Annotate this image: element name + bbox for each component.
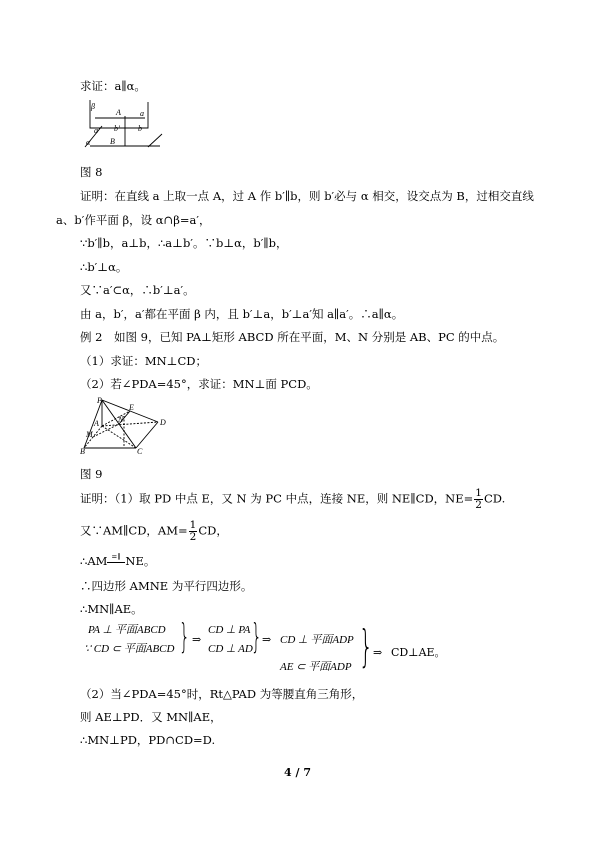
edge-CD <box>136 422 158 448</box>
label-B: B <box>110 137 115 146</box>
proof-text: 又∵AM∥CD，AM= <box>80 523 188 538</box>
frac-numerator: 1 <box>475 487 482 499</box>
label-B: B <box>80 447 85 456</box>
label-bprime: b' <box>114 124 120 133</box>
proof-line: ∴四边形 AMNE 为平行四边形。 <box>80 579 253 593</box>
label-D: D <box>160 418 166 427</box>
label-C: C <box>137 447 143 456</box>
proof-line-3 <box>80 553 155 569</box>
proof-text: NE。 <box>125 554 156 568</box>
label-P: P <box>97 396 102 405</box>
overset-mark: =∥ <box>111 553 121 561</box>
frac-numerator: 1 <box>189 519 197 531</box>
step-1: CD ⊥ PA <box>208 624 251 636</box>
label-M: M <box>86 430 93 439</box>
example-2-statement: 例 2 如图 9，已知 PA⊥矩形 ABCD 所在平面，M、N 分别是 AB、PC 的中点。 <box>80 330 505 344</box>
proof-text: ∴AM <box>80 554 108 568</box>
right-brace: } <box>179 617 190 657</box>
figure-8 <box>80 98 165 150</box>
proof-line: ∴MN∥AE。 <box>80 602 143 616</box>
step-3: CD ⊥ 平面ADP <box>280 634 354 646</box>
fraction-half <box>189 520 198 543</box>
step-4: AE ⊂ 平面ADP <box>280 661 352 673</box>
right-brace: } <box>251 617 262 657</box>
proof-line: ∵b′∥b，a⊥b，∴a⊥b′。∵b⊥α，b′∥b， <box>80 236 288 250</box>
edge-AD <box>102 422 158 426</box>
parallel-equal-symbol <box>107 553 125 568</box>
proof-text: CD， <box>198 523 228 538</box>
implies-arrow: ⇒ <box>373 646 383 659</box>
page-number: 4 / 7 <box>284 766 311 779</box>
proof-line: ∴b′⊥α。 <box>80 260 128 274</box>
proof-line-1 <box>80 488 505 511</box>
conclusion: CD⊥AE。 <box>391 646 446 659</box>
proof-line: 由 a，b′，a′都在平面 β 内，且 b′⊥a，b′⊥a′知 a∥a′。∴a∥α。 <box>80 307 404 321</box>
question-2: （2）若∠PDA=45°，求证：MN⊥面 PCD。 <box>80 377 318 391</box>
figure-9-caption: 图 9 <box>80 467 103 481</box>
implies-arrow: ⇒ <box>192 633 202 646</box>
proof-line: 证明：在直线 a 上取一点 A，过 A 作 b′∥b，则 b′必与 α 相交，设交点为 B，过相交直线 <box>80 189 534 203</box>
proof-line: ∴MN⊥PD，PD∩CD=D. <box>80 733 216 747</box>
fraction-half <box>474 488 483 511</box>
step-2: CD ⊥ AD <box>208 643 253 655</box>
figure-9 <box>80 396 180 458</box>
label-a: a <box>140 109 144 118</box>
label-aprime: a' <box>94 126 100 135</box>
implies-arrow: ⇒ <box>262 633 272 646</box>
plane-alpha-right <box>148 134 162 147</box>
edge-PB <box>84 400 102 448</box>
frac-denominator: 2 <box>475 499 482 511</box>
segment-AC <box>102 426 136 448</box>
label-N: N <box>118 415 124 424</box>
label-A: A <box>94 419 99 428</box>
frac-denominator: 2 <box>189 531 197 543</box>
overset-line <box>107 562 125 563</box>
proof-text: 证明：（1）取 PD 中点 E，又 N 为 PC 中点，连接 NE，则 NE∥CD，NE= <box>80 491 474 506</box>
proof-line: 又∵a′⊂α，∴b′⊥a′。 <box>80 283 195 297</box>
label-beta: β <box>91 102 95 111</box>
label-b: b <box>138 124 142 133</box>
proof-line: a、b′作平面 β，设 α∩β=a′， <box>56 213 211 227</box>
proof-line: （2）当∠PDA=45°时，Rt△PAD 为等腰直角三角形， <box>80 687 364 701</box>
premise-2: ∵ CD ⊂ 平面ABCD <box>84 643 175 655</box>
segment-AE <box>102 411 130 426</box>
implication-block <box>84 617 504 676</box>
proof-line-2 <box>80 520 228 543</box>
label-A: A <box>116 108 121 117</box>
proof-text: CD. <box>483 491 506 506</box>
label-E: E <box>129 403 134 412</box>
label-alpha: α <box>86 138 91 147</box>
right-brace: } <box>359 621 373 672</box>
premise-1: PA ⊥ 平面ABCD <box>88 624 166 636</box>
figure-8-caption: 图 8 <box>80 165 103 179</box>
proof-line: 则 AE⊥PD．又 MN∥AE， <box>80 710 222 724</box>
prove-statement: 求证：a∥α。 <box>80 79 146 93</box>
question-1: （1）求证：MN⊥CD； <box>80 354 207 368</box>
